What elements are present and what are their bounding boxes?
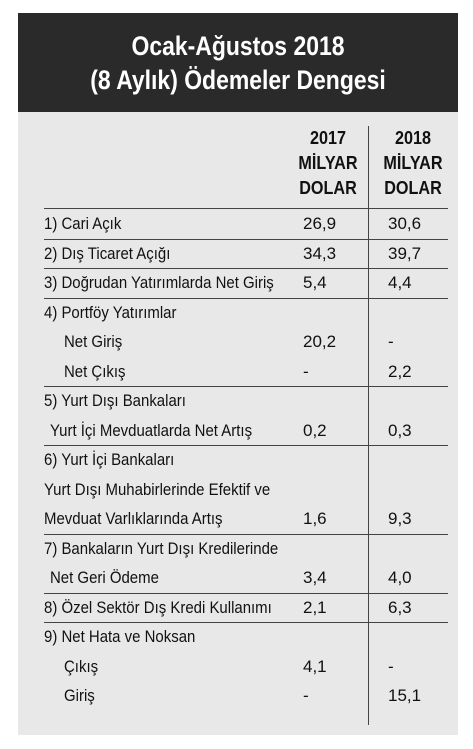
row-label: 6) Yurt İçi Bankaları xyxy=(44,450,175,469)
row-label: 3) Doğrudan Yatırımlarda Net Giriş xyxy=(44,273,274,292)
value-2017: 4,1 xyxy=(303,656,327,676)
value-2017: 26,9 xyxy=(303,214,337,233)
value-2017: 2,1 xyxy=(303,597,327,617)
title-line-2: (8 Aylık) Ödemeler Dengesi xyxy=(90,64,386,95)
value-2018: 30,6 xyxy=(388,214,422,233)
title-line-1: Ocak-Ağustos 2018 xyxy=(131,30,345,61)
column-unit: MİLYAR xyxy=(298,153,358,173)
row-label: Mevduat Varlıklarında Artış xyxy=(44,509,223,528)
row-label: Net Geri Ödeme xyxy=(50,568,159,587)
table-title xyxy=(18,13,458,112)
value-2018: 0,3 xyxy=(388,420,412,440)
row-label: 8) Özel Sektör Dış Kredi Kullanımı xyxy=(44,597,272,617)
row-label: Net Giriş xyxy=(64,332,123,351)
value-2017: - xyxy=(303,686,309,705)
value-2017: 34,3 xyxy=(303,243,337,263)
column-year: 2018 xyxy=(394,128,432,148)
value-2018: 15,1 xyxy=(388,686,422,705)
value-2018: 4,0 xyxy=(388,568,412,587)
value-2018: - xyxy=(388,656,394,676)
row-label: Yurt Dışı Muhabirlerinde Efektif ve xyxy=(44,479,271,499)
value-2017: 1,6 xyxy=(303,509,327,528)
value-2017: - xyxy=(303,361,309,381)
row-label: 5) Yurt Dışı Bankaları xyxy=(44,391,186,410)
value-2018: 6,3 xyxy=(388,597,412,617)
value-2018: 39,7 xyxy=(388,243,422,263)
value-2018: - xyxy=(388,332,394,351)
row-label: Giriş xyxy=(64,686,95,705)
column-divider xyxy=(368,126,369,725)
value-2017: 3,4 xyxy=(303,568,327,587)
value-2017: 0,2 xyxy=(303,420,327,440)
value-2017: 5,4 xyxy=(303,273,327,292)
value-2017: 20,2 xyxy=(303,332,337,351)
row-label: 2) Dış Ticaret Açığı xyxy=(44,243,171,263)
column-header-2018 xyxy=(373,126,453,201)
column-year: 2017 xyxy=(309,128,347,148)
column-unit: DOLAR xyxy=(384,178,442,198)
row-label: Net Çıkış xyxy=(64,361,126,381)
row-label: 7) Bankaların Yurt Dışı Kredilerinde xyxy=(44,538,279,558)
value-2018: 2,2 xyxy=(388,361,412,381)
row-label: 4) Portföy Yatırımlar xyxy=(44,302,177,322)
row-label: 9) Net Hata ve Noksan xyxy=(44,627,196,646)
balance-of-payments-table xyxy=(18,13,458,735)
row-label: 1) Cari Açık xyxy=(44,214,122,233)
value-2018: 9,3 xyxy=(388,509,412,528)
row-label: Yurt İçi Mevduatlarda Net Artış xyxy=(50,420,253,440)
table-body xyxy=(18,112,458,735)
row-divider xyxy=(44,208,448,209)
value-2018: 4,4 xyxy=(388,273,412,292)
column-unit: MİLYAR xyxy=(383,153,443,173)
column-unit: DOLAR xyxy=(299,178,357,198)
column-header-2017 xyxy=(288,126,368,201)
row-label: Çıkış xyxy=(64,656,99,676)
